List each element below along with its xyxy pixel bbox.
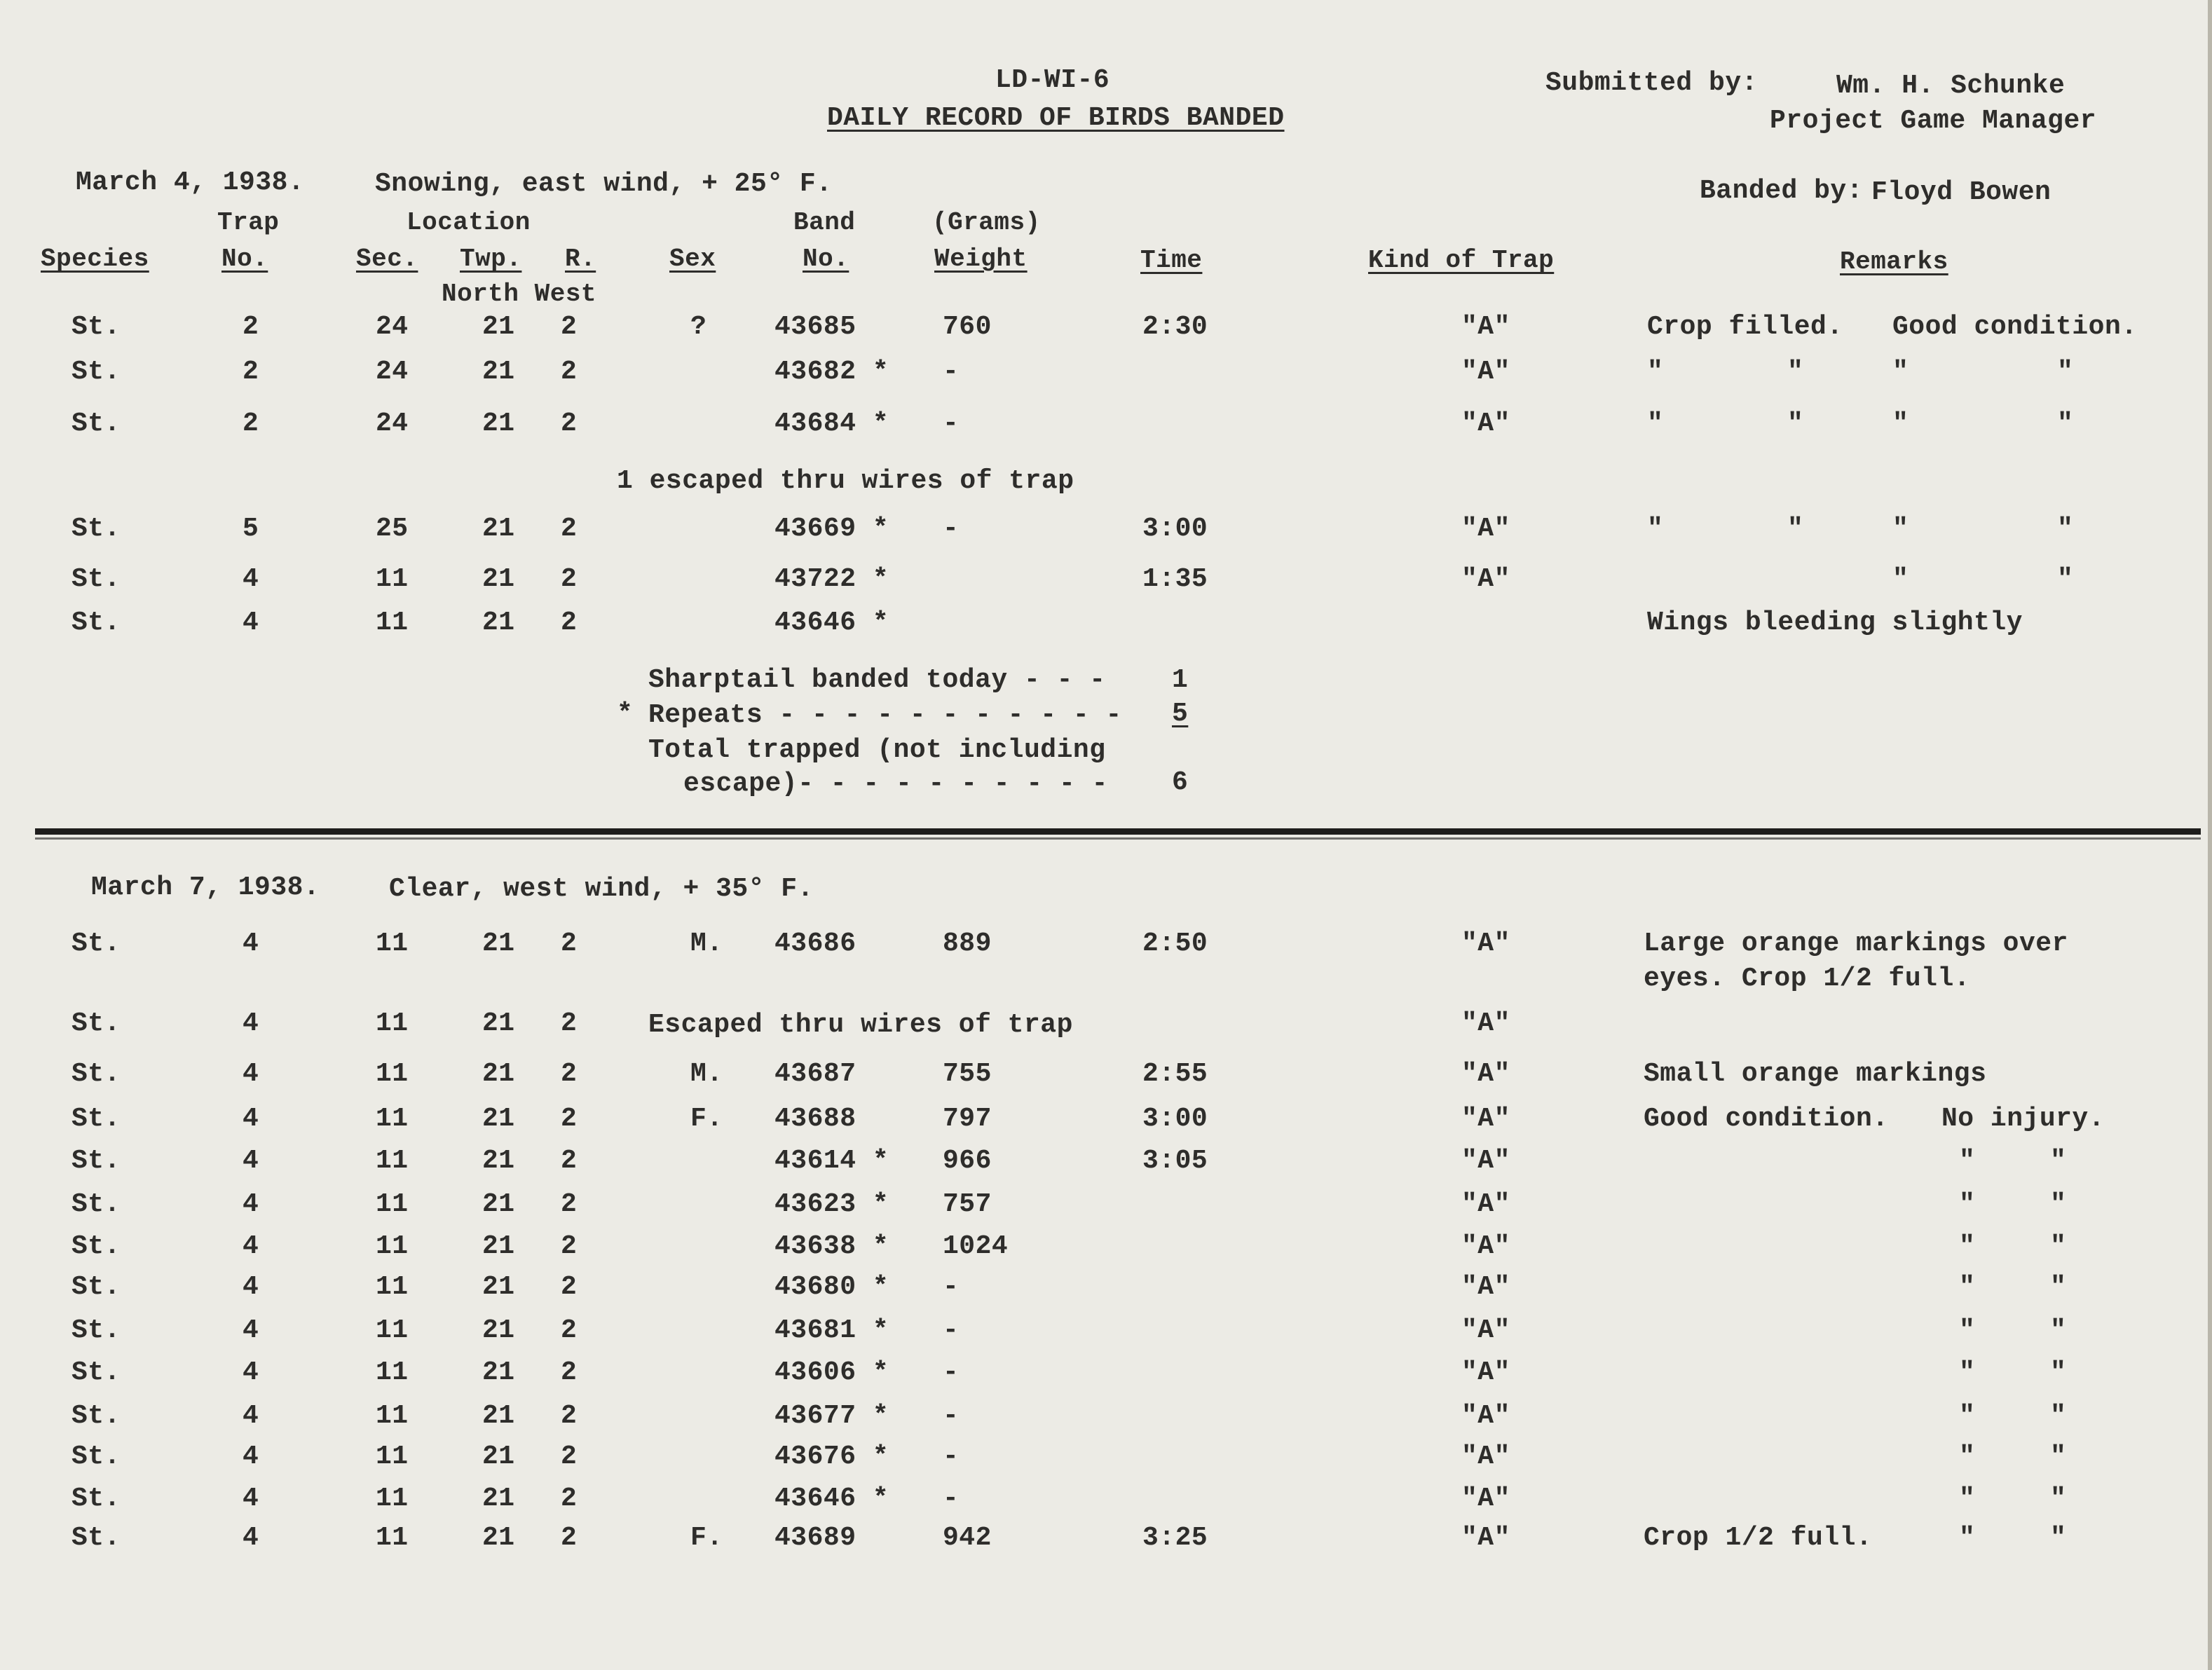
cell-r4: " — [2057, 514, 2074, 544]
cell-weight: 1024 — [943, 1231, 1009, 1261]
cell-r1: Good condition. — [1644, 1104, 1889, 1134]
col-kind: Kind of Trap — [1368, 246, 1555, 275]
cell-time: 2:30 — [1142, 312, 1208, 342]
cell-species: St. — [71, 564, 121, 594]
section-divider — [35, 828, 2201, 835]
cell-weight: - — [943, 357, 960, 387]
cell-sec: 11 — [376, 1357, 409, 1388]
col-band-no: No. — [803, 245, 849, 273]
cell-kind: "A" — [1461, 1484, 1510, 1514]
day1-escape-note: 1 escaped thru wires of trap — [617, 466, 1074, 496]
paper-edge — [2208, 0, 2212, 1670]
cell-trap: 4 — [243, 1523, 259, 1553]
col-grams: (Grams) — [932, 208, 1041, 237]
cell-twp: 21 — [482, 1104, 515, 1134]
cell-twp: 21 — [482, 1442, 515, 1472]
cell-sec: 25 — [376, 514, 409, 544]
cell-r1: " — [1647, 514, 1664, 544]
cell-species: St. — [71, 1272, 121, 1302]
cell-r: 2 — [561, 312, 578, 342]
cell-twp: 21 — [482, 312, 515, 342]
cell-kind: "A" — [1461, 1315, 1510, 1346]
cell-r: 2 — [561, 1059, 578, 1089]
cell-r1: Large orange markings over — [1644, 929, 2068, 959]
day2-escape-note: Escaped thru wires of trap — [648, 1010, 1073, 1040]
banded-label: Banded by: — [1700, 176, 1864, 206]
cell-species: St. — [71, 608, 121, 638]
cell-r2: " — [1787, 357, 1804, 387]
cell-band: 43686 — [774, 929, 856, 959]
cell-r: 2 — [561, 1104, 578, 1134]
col-north-west: North West — [442, 280, 597, 308]
cell-band: 43688 — [774, 1104, 856, 1134]
cell-trap: 4 — [243, 929, 259, 959]
cell-sec: 24 — [376, 409, 409, 439]
cell-band: 43689 — [774, 1523, 856, 1553]
cell-trap: 4 — [243, 1104, 259, 1134]
doc-title: DAILY RECORD OF BIRDS BANDED — [827, 103, 1285, 133]
cell-sec: 11 — [376, 1315, 409, 1346]
cell-r3: " — [1959, 1231, 1976, 1261]
cell-r4: " — [2057, 564, 2074, 594]
day2-date: March 7, 1938. — [91, 872, 320, 903]
cell-species: St. — [71, 357, 121, 387]
cell-sec: 11 — [376, 1272, 409, 1302]
cell-r2: " — [1787, 514, 1804, 544]
cell-r: 2 — [561, 1008, 578, 1039]
cell-trap: 4 — [243, 1315, 259, 1346]
cell-trap: 4 — [243, 1442, 259, 1472]
cell-kind: "A" — [1461, 1146, 1510, 1176]
cell-weight: - — [943, 1442, 960, 1472]
summary-banded-value: 1 — [1172, 665, 1189, 695]
cell-kind: "A" — [1461, 1104, 1510, 1134]
cell-time: 2:50 — [1142, 929, 1208, 959]
col-trap-top: Trap — [217, 208, 280, 237]
cell-kind: "A" — [1461, 929, 1510, 959]
cell-r3: " — [1959, 1523, 1976, 1553]
cell-r4: " — [2050, 1315, 2067, 1346]
cell-species: St. — [71, 312, 121, 342]
cell-band: 43606 * — [774, 1357, 889, 1388]
summary-total-label-2: escape)- - - - - - - - - - — [683, 769, 1108, 799]
cell-sec: 11 — [376, 1231, 409, 1261]
cell-band: 43676 * — [774, 1442, 889, 1472]
cell-r3: " — [1959, 1357, 1976, 1388]
section-divider-thin — [35, 837, 2201, 840]
cell-sex: F. — [690, 1104, 723, 1134]
col-twp: Twp. — [460, 245, 522, 273]
cell-sec: 11 — [376, 1189, 409, 1219]
cell-weight: - — [943, 1272, 960, 1302]
cell-sex: ? — [690, 312, 707, 342]
cell-time: 1:35 — [1142, 564, 1208, 594]
cell-r: 2 — [561, 1272, 578, 1302]
cell-twp: 21 — [482, 1401, 515, 1431]
cell-twp: 21 — [482, 1189, 515, 1219]
cell-weight: 757 — [943, 1189, 992, 1219]
cell-twp: 21 — [482, 1357, 515, 1388]
cell-sec: 11 — [376, 1442, 409, 1472]
cell-species: St. — [71, 1231, 121, 1261]
cell-sec: 11 — [376, 1484, 409, 1514]
cell-r4: " — [2050, 1189, 2067, 1219]
cell-band: 43623 * — [774, 1189, 889, 1219]
cell-r4: " — [2050, 1401, 2067, 1431]
cell-species: St. — [71, 1401, 121, 1431]
day1-weather: Snowing, east wind, + 25° F. — [375, 169, 833, 199]
cell-r4: " — [2050, 1442, 2067, 1472]
cell-kind: "A" — [1461, 564, 1510, 594]
submitted-title: Project Game Manager — [1770, 106, 2097, 136]
cell-band: 43722 * — [774, 564, 889, 594]
cell-kind: "A" — [1461, 1059, 1510, 1089]
cell-species: St. — [71, 1146, 121, 1176]
cell-weight: 889 — [943, 929, 992, 959]
col-species: Species — [41, 245, 149, 273]
cell-trap: 4 — [243, 1357, 259, 1388]
cell-band: 43684 * — [774, 409, 889, 439]
summary-total-value: 6 — [1172, 767, 1189, 798]
cell-species: St. — [71, 1442, 121, 1472]
cell-twp: 21 — [482, 409, 515, 439]
cell-band: 43646 * — [774, 1484, 889, 1514]
col-time: Time — [1140, 246, 1203, 275]
cell-twp: 21 — [482, 1272, 515, 1302]
cell-kind: "A" — [1461, 1401, 1510, 1431]
summary-repeats-star: * — [617, 699, 634, 729]
cell-twp: 21 — [482, 1231, 515, 1261]
cell-r: 2 — [561, 929, 578, 959]
col-trap-no: No. — [221, 245, 268, 273]
cell-twp: 21 — [482, 514, 515, 544]
cell-r3: " — [1892, 357, 1909, 387]
cell-twp: 21 — [482, 357, 515, 387]
cell-sec: 11 — [376, 1059, 409, 1089]
cell-trap: 2 — [243, 409, 259, 439]
cell-trap: 2 — [243, 357, 259, 387]
cell-trap: 4 — [243, 1189, 259, 1219]
cell-r: 2 — [561, 608, 578, 638]
col-remarks: Remarks — [1840, 247, 1948, 276]
cell-band: 43680 * — [774, 1272, 889, 1302]
cell-sec: 11 — [376, 1523, 409, 1553]
cell-r: 2 — [561, 1401, 578, 1431]
cell-r4: " — [2050, 1523, 2067, 1553]
summary-repeats-label: Repeats - - - - - - - - - - - — [648, 700, 1122, 730]
cell-r: 2 — [561, 1189, 578, 1219]
cell-r3: " — [1959, 1315, 1976, 1346]
cell-trap: 4 — [243, 1272, 259, 1302]
cell-kind: "A" — [1461, 1523, 1510, 1553]
cell-weight: - — [943, 1484, 960, 1514]
col-location: Location — [407, 208, 531, 237]
cell-kind: "A" — [1461, 1231, 1510, 1261]
cell-r1: Crop filled. — [1647, 312, 1843, 342]
cell-sec: 24 — [376, 312, 409, 342]
cell-band: 43646 * — [774, 608, 889, 638]
summary-total-label-1: Total trapped (not including — [648, 735, 1106, 765]
cell-species: St. — [71, 929, 121, 959]
cell-time: 2:55 — [1142, 1059, 1208, 1089]
cell-r3: " — [1892, 514, 1909, 544]
cell-trap: 2 — [243, 312, 259, 342]
cell-r: 2 — [561, 1357, 578, 1388]
cell-r: 2 — [561, 564, 578, 594]
cell-band: 43614 * — [774, 1146, 889, 1176]
cell-r: 2 — [561, 1484, 578, 1514]
cell-species: St. — [71, 409, 121, 439]
cell-trap: 4 — [243, 1008, 259, 1039]
cell-sec: 11 — [376, 929, 409, 959]
cell-twp: 21 — [482, 564, 515, 594]
cell-kind: "A" — [1461, 357, 1510, 387]
cell-r: 2 — [561, 1231, 578, 1261]
cell-sec: 11 — [376, 564, 409, 594]
cell-r1: " — [1647, 357, 1664, 387]
cell-r3: " — [1959, 1272, 1976, 1302]
cell-twp: 21 — [482, 1484, 515, 1514]
col-band-top: Band — [793, 208, 856, 237]
cell-time: 3:00 — [1142, 514, 1208, 544]
cell-kind: "A" — [1461, 1008, 1510, 1039]
cell-r: 2 — [561, 409, 578, 439]
cell-weight: - — [943, 1401, 960, 1431]
cell-r: 2 — [561, 357, 578, 387]
cell-sex: F. — [690, 1523, 723, 1553]
cell-r2: " — [1787, 409, 1804, 439]
cell-trap: 4 — [243, 1059, 259, 1089]
cell-band: 43638 * — [774, 1231, 889, 1261]
cell-twp: 21 — [482, 1146, 515, 1176]
cell-twp: 21 — [482, 1523, 515, 1553]
cell-r2: No injury. — [1941, 1104, 2105, 1134]
cell-sec: 11 — [376, 1401, 409, 1431]
cell-r1: " — [1647, 409, 1664, 439]
cell-twp: 21 — [482, 1059, 515, 1089]
cell-r1: Small orange markings — [1644, 1059, 1987, 1089]
cell-species: St. — [71, 1357, 121, 1388]
cell-species: St. — [71, 1008, 121, 1039]
cell-r4: " — [2050, 1484, 2067, 1514]
cell-twp: 21 — [482, 1008, 515, 1039]
cell-r4: " — [2050, 1146, 2067, 1176]
submitted-label: Submitted by: — [1545, 68, 1758, 98]
cell-weight: 966 — [943, 1146, 992, 1176]
cell-weight: - — [943, 409, 960, 439]
submitted-name: Wm. H. Schunke — [1836, 71, 2066, 101]
cell-species: St. — [71, 1484, 121, 1514]
cell-kind: "A" — [1461, 1272, 1510, 1302]
cell-band: 43687 — [774, 1059, 856, 1089]
summary-repeats-value: 5 — [1172, 699, 1189, 729]
cell-kind: "A" — [1461, 1357, 1510, 1388]
cell-r: 2 — [561, 1315, 578, 1346]
cell-sec: 11 — [376, 1008, 409, 1039]
col-sec: Sec. — [356, 245, 418, 273]
cell-r4: " — [2050, 1231, 2067, 1261]
cell-r3: Good condition. — [1892, 312, 2138, 342]
cell-band: 43682 * — [774, 357, 889, 387]
cell-r3: " — [1959, 1401, 1976, 1431]
cell-sec: 11 — [376, 608, 409, 638]
cell-trap: 4 — [243, 1484, 259, 1514]
cell-species: St. — [71, 1189, 121, 1219]
cell-kind: "A" — [1461, 1442, 1510, 1472]
cell-weight: 760 — [943, 312, 992, 342]
cell-r3: " — [1959, 1146, 1976, 1176]
cell-species: St. — [71, 1523, 121, 1553]
cell-time: 3:00 — [1142, 1104, 1208, 1134]
cell-r: 2 — [561, 514, 578, 544]
cell-r: 2 — [561, 1442, 578, 1472]
cell-r4: " — [2057, 357, 2074, 387]
cell-twp: 21 — [482, 608, 515, 638]
cell-trap: 4 — [243, 608, 259, 638]
day2-weather: Clear, west wind, + 35° F. — [389, 874, 814, 904]
cell-r3: " — [1959, 1442, 1976, 1472]
cell-band: 43669 * — [774, 514, 889, 544]
cell-r3: " — [1892, 409, 1909, 439]
cell-r4: " — [2057, 409, 2074, 439]
cell-twp: 21 — [482, 929, 515, 959]
cell-sec: 11 — [376, 1146, 409, 1176]
cell-r1: Crop 1/2 full. — [1644, 1523, 1873, 1553]
cell-weight: 942 — [943, 1523, 992, 1553]
cell-sex: M. — [690, 1059, 723, 1089]
cell-sex: M. — [690, 929, 723, 959]
day1-date: March 4, 1938. — [76, 167, 305, 198]
cell-band: 43681 * — [774, 1315, 889, 1346]
cell-trap: 4 — [243, 1231, 259, 1261]
cell-sec: 24 — [376, 357, 409, 387]
summary-banded-label: Sharptail banded today - - - — [648, 665, 1106, 695]
cell-kind: "A" — [1461, 514, 1510, 544]
cell-species: St. — [71, 514, 121, 544]
cell-sec: 11 — [376, 1104, 409, 1134]
doc-code: LD-WI-6 — [995, 65, 1110, 95]
banded-name: Floyd Bowen — [1871, 177, 2051, 207]
cell-weight: - — [943, 514, 960, 544]
cell-kind: "A" — [1461, 1189, 1510, 1219]
cell-r1: Wings bleeding slightly — [1647, 608, 2023, 638]
cell-r: 2 — [561, 1146, 578, 1176]
cell-kind: "A" — [1461, 409, 1510, 439]
cell-weight: - — [943, 1315, 960, 1346]
cell-weight: 797 — [943, 1104, 992, 1134]
cell-weight: 755 — [943, 1059, 992, 1089]
cell-r4: " — [2050, 1357, 2067, 1388]
cell-time: 3:05 — [1142, 1146, 1208, 1176]
cell-r3: " — [1959, 1189, 1976, 1219]
cell-time: 3:25 — [1142, 1523, 1208, 1553]
cell-trap: 5 — [243, 514, 259, 544]
cell-r3: " — [1892, 564, 1909, 594]
cell-species: St. — [71, 1104, 121, 1134]
cell-kind: "A" — [1461, 312, 1510, 342]
day2-remark-line2: eyes. Crop 1/2 full. — [1644, 964, 1971, 994]
col-sex: Sex — [669, 245, 716, 273]
cell-band: 43677 * — [774, 1401, 889, 1431]
cell-trap: 4 — [243, 1146, 259, 1176]
cell-weight: - — [943, 1357, 960, 1388]
cell-band: 43685 — [774, 312, 856, 342]
cell-species: St. — [71, 1059, 121, 1089]
cell-trap: 4 — [243, 564, 259, 594]
cell-r4: " — [2050, 1272, 2067, 1302]
cell-r3: " — [1959, 1484, 1976, 1514]
col-r: R. — [565, 245, 596, 273]
cell-r: 2 — [561, 1523, 578, 1553]
cell-trap: 4 — [243, 1401, 259, 1431]
col-weight: Weight — [934, 245, 1028, 273]
cell-species: St. — [71, 1315, 121, 1346]
cell-twp: 21 — [482, 1315, 515, 1346]
